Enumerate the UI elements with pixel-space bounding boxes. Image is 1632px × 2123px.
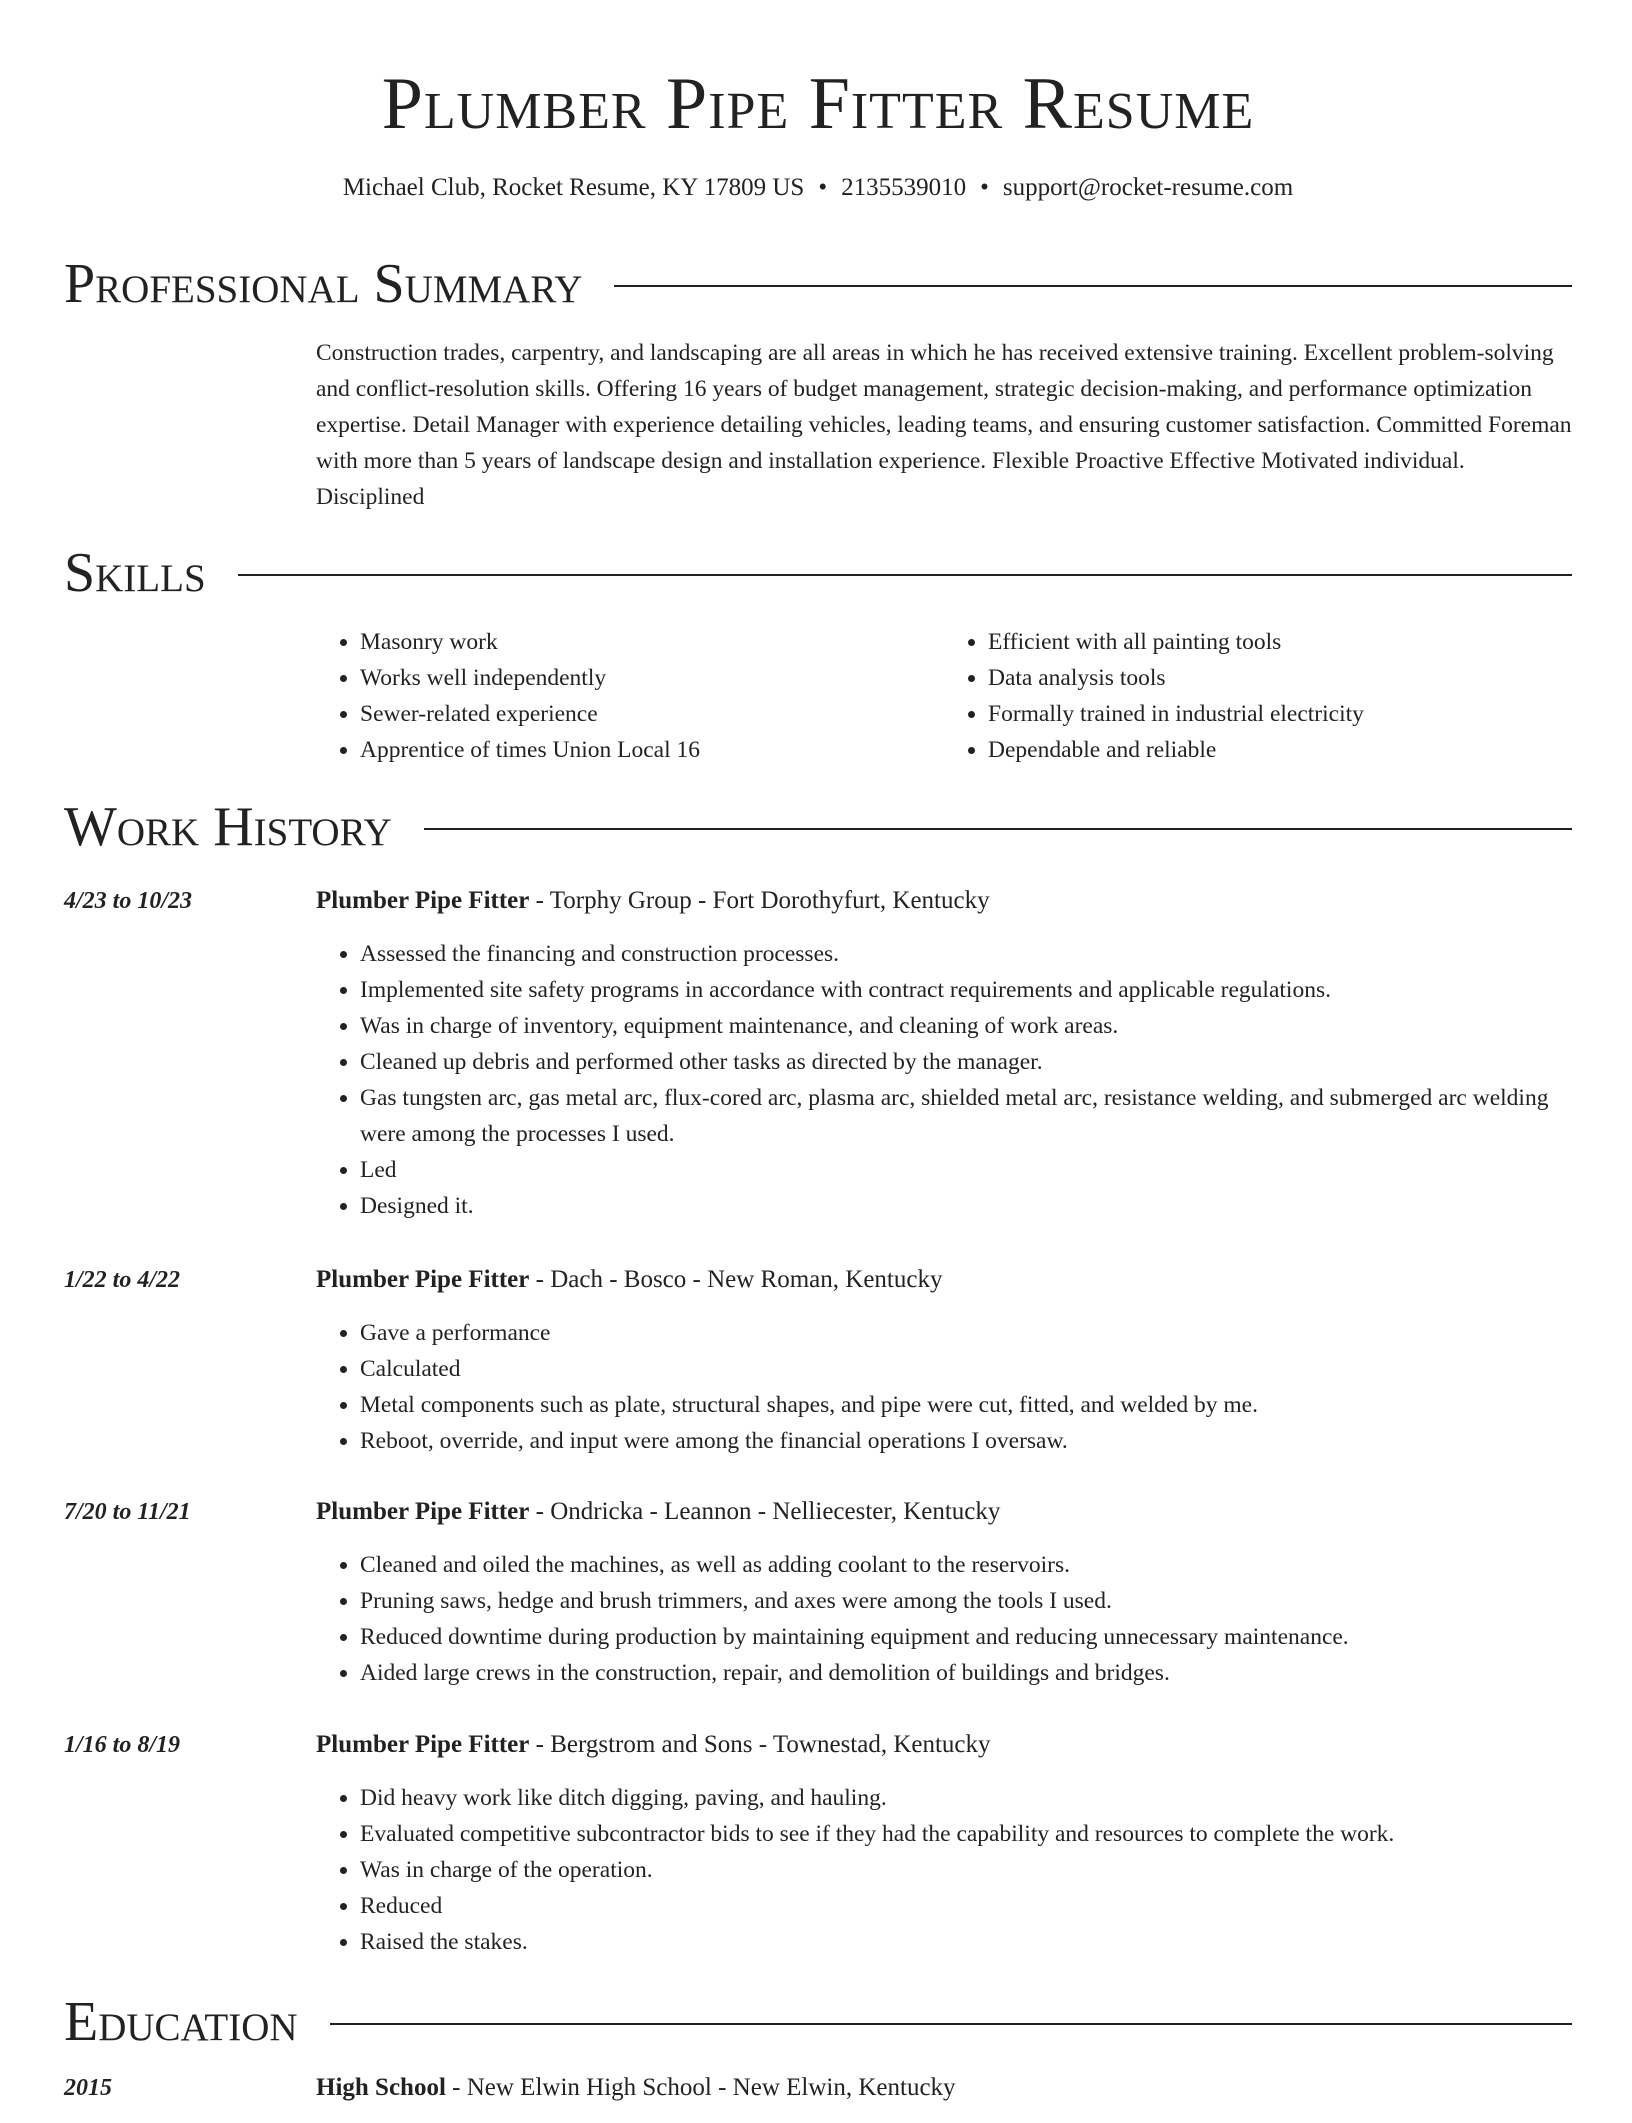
job-bullet: • Did heavy work like ditch digging, paving, and hauling. xyxy=(360,1780,1572,1816)
contact-email: support@rocket-resume.com xyxy=(1002,174,1294,201)
skills-section-header xyxy=(64,541,1572,605)
skills-list-right xyxy=(944,624,1572,768)
skill-item: • Apprentice of times Union Local 16 xyxy=(360,732,944,768)
job-bullet: • Reduced xyxy=(360,1888,1572,1924)
job-bullets xyxy=(316,1780,1572,1960)
education-entry xyxy=(316,2070,1572,2123)
skill-item: • Data analysis tools xyxy=(988,660,1572,696)
job-dates: 1/22 to 4/22 xyxy=(64,1267,181,1293)
job-title: Plumber Pipe Fitter xyxy=(316,887,530,914)
job-bullet: • Led xyxy=(360,1152,1572,1188)
job-dates: 1/16 to 8/19 xyxy=(64,1732,181,1758)
skills-body xyxy=(316,624,1572,768)
contact-separator: • xyxy=(980,174,989,201)
summary-heading: Professional Summary xyxy=(64,253,583,315)
job-bullet: • Reduced downtime during production by maintaining equipment and reducing unnecessary maintenance. xyxy=(360,1619,1572,1655)
section-divider xyxy=(238,574,1572,576)
job-dates: 4/23 to 10/23 xyxy=(64,888,193,914)
job-title: Plumber Pipe Fitter xyxy=(316,1731,530,1758)
job-bullet: • Gave a performance xyxy=(360,1315,1572,1351)
skill-item: • Efficient with all painting tools xyxy=(988,624,1572,660)
section-divider xyxy=(330,2023,1572,2025)
education-degree: High School xyxy=(316,2074,446,2101)
skill-item: • Sewer-related experience xyxy=(360,696,944,732)
job-company: - Bergstrom and Sons - Townestad, Kentucky xyxy=(529,1731,991,1758)
education-section-header xyxy=(64,1990,1572,2054)
job-bullet: • Was in charge of inventory, equipment maintenance, and cleaning of work areas. xyxy=(360,1008,1572,1044)
skill-item: • Works well independently xyxy=(360,660,944,696)
work-section-header xyxy=(64,795,1572,859)
job-bullet: • Metal components such as plate, structural shapes, and pipe were cut, fitted, and welded by me. xyxy=(360,1387,1572,1423)
contact-address: Michael Club, Rocket Resume, KY 17809 US xyxy=(342,174,805,201)
skills-grid xyxy=(316,624,1572,768)
job-bullet: • Was in charge of the operation. xyxy=(360,1852,1572,1888)
job-company: - Torphy Group - Fort Dorothyfurt, Kentucky xyxy=(529,887,990,914)
job-bullet: • Aided large crews in the construction, repair, and demolition of buildings and bridges. xyxy=(360,1655,1572,1691)
summary-section-header xyxy=(64,252,1572,316)
summary-body xyxy=(316,335,1572,515)
resume-page xyxy=(64,0,1572,2101)
job-heading xyxy=(316,1727,1572,1763)
job-heading xyxy=(316,1262,1572,1298)
contact-phone: 2135539010 xyxy=(841,174,967,201)
education-heading: Education xyxy=(64,1991,298,2053)
job-bullets xyxy=(316,1547,1572,1691)
job-bullet: • Cleaned and oiled the machines, as well as adding coolant to the reservoirs. xyxy=(360,1547,1572,1583)
job-bullet: • Raised the stakes. xyxy=(360,1924,1572,1960)
job-bullet: • Calculated xyxy=(360,1351,1572,1387)
job-entry xyxy=(316,1727,1572,1960)
job-bullet: • Designed it. xyxy=(360,1188,1572,1224)
skill-item: • Masonry work xyxy=(360,624,944,660)
education-school: - New Elwin High School - New Elwin, Kentucky xyxy=(445,2074,956,2101)
job-title: Plumber Pipe Fitter xyxy=(316,1498,530,1525)
contact-line xyxy=(64,172,1572,204)
skills-list-left xyxy=(316,624,944,768)
skills-heading: Skills xyxy=(64,542,206,604)
job-bullet: • Cleaned up debris and performed other tasks as directed by the manager. xyxy=(360,1044,1572,1080)
job-entry xyxy=(316,1494,1572,1691)
job-bullet: • Reboot, override, and input were among the financial operations I oversaw. xyxy=(360,1423,1572,1459)
skill-item: • Dependable and reliable xyxy=(988,732,1572,768)
education-heading-line xyxy=(316,2070,1572,2106)
job-bullet: • Gas tungsten arc, gas metal arc, flux-cored arc, plasma arc, shielded metal arc, resistance welding, and submerged arc welding were among the processes I used. xyxy=(360,1080,1572,1152)
job-entry xyxy=(316,883,1572,1224)
section-divider xyxy=(614,285,1572,287)
job-bullet: • Evaluated competitive subcontractor bids to see if they had the capability and resources to complete the work. xyxy=(360,1816,1572,1852)
job-title: Plumber Pipe Fitter xyxy=(316,1266,530,1293)
skill-item: • Formally trained in industrial electricity xyxy=(988,696,1572,732)
job-bullet: • Implemented site safety programs in accordance with contract requirements and applicable regulations. xyxy=(360,972,1572,1008)
work-heading: Work History xyxy=(64,796,392,858)
job-company: - Dach - Bosco - New Roman, Kentucky xyxy=(529,1266,943,1293)
job-heading xyxy=(316,883,1572,919)
job-dates: 7/20 to 11/21 xyxy=(64,1499,191,1525)
job-bullets xyxy=(316,1315,1572,1459)
section-divider xyxy=(424,828,1572,830)
education-year: 2015 xyxy=(64,2075,112,2101)
job-bullets xyxy=(316,936,1572,1224)
job-entry xyxy=(316,1262,1572,1459)
job-company: - Ondricka - Leannon - Nelliecester, Kentucky xyxy=(529,1498,1001,1525)
contact-separator: • xyxy=(818,174,828,201)
job-heading xyxy=(316,1494,1572,1530)
job-bullet: • Pruning saws, hedge and brush trimmers, and axes were among the tools I used. xyxy=(360,1583,1572,1619)
resume-title: Plumber Pipe Fitter Resume xyxy=(381,63,1255,145)
summary-text: Construction trades, carpentry, and landscaping are all areas in which he has received extensive training. Excellent problem-solving and conflict-resolution skills. Offering 16 years of budget management, strategic decision-making, and performance optimization expertise. Detail Manager with experience detailing vehicles, leading teams, and ensuring customer satisfaction. Committed Foreman with more than 5 years of landscape design and installation experience. Flexible Proactive Effective Motivated individual. Disciplined xyxy=(316,340,1572,510)
job-bullet: • Assessed the financing and construction processes. xyxy=(360,936,1572,972)
